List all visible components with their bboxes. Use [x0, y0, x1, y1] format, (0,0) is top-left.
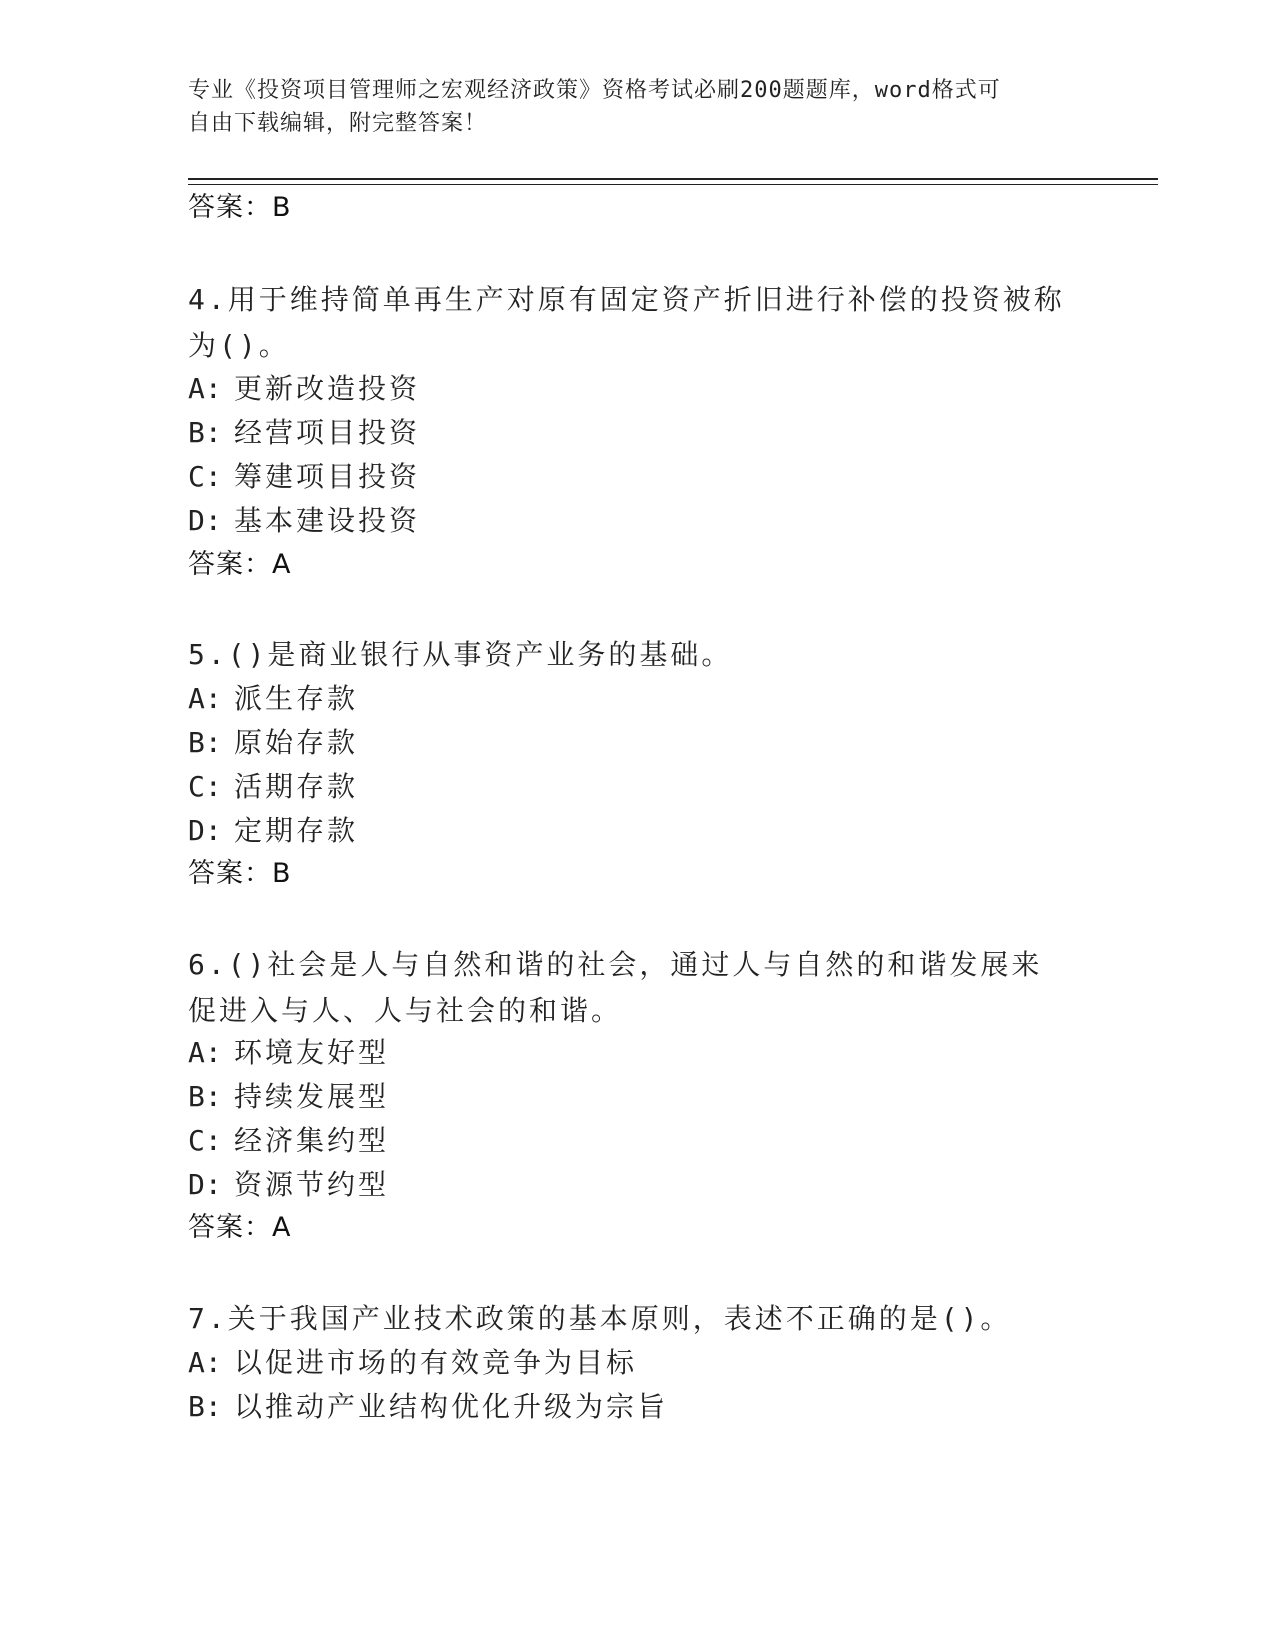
option-key: A: — [188, 1036, 222, 1069]
option-a — [188, 681, 358, 717]
option-c — [188, 769, 358, 805]
option-d — [188, 1167, 389, 1203]
option-key: A: — [188, 682, 222, 715]
option-text: 基本建设投资 — [234, 504, 421, 537]
option-text: 经济集约型 — [234, 1124, 390, 1157]
option-text: 以推动产业结构优化升级为宗旨 — [234, 1390, 669, 1423]
question-text: 7.关于我国产业技术政策的基本原则，表述不正确的是()。 — [188, 1302, 1012, 1335]
option-text: 以促进市场的有效竞争为目标 — [234, 1346, 638, 1379]
option-b — [188, 1389, 668, 1425]
option-text: 定期存款 — [234, 814, 359, 847]
option-key: B: — [188, 416, 222, 449]
option-text: 更新改造投资 — [234, 372, 421, 405]
answer: 答案：A — [188, 549, 292, 580]
option-text: 筹建项目投资 — [234, 460, 421, 493]
option-a — [188, 1035, 389, 1071]
option-key: B: — [188, 726, 222, 759]
option-d — [188, 813, 358, 849]
question-text: 4.用于维持简单再生产对原有固定资产折旧进行补偿的投资被称为()。 — [188, 283, 1065, 362]
option-key: C: — [188, 770, 222, 803]
option-text: 资源节约型 — [234, 1168, 390, 1201]
option-a — [188, 371, 420, 407]
option-key: A: — [188, 1346, 222, 1379]
question-text: 6.()社会是人与自然和谐的社会，通过人与自然的和谐发展来促进入与人、人与社会的和谐。 — [188, 948, 1043, 1027]
header-line-1: 专业《投资项目管理师之宏观经济政策》资格考试必刷200题题库，word格式可 — [188, 78, 1001, 103]
header-line-2: 自由下载编辑，附完整答案！ — [188, 111, 488, 136]
question-text: 5.()是商业银行从事资产业务的基础。 — [188, 638, 733, 671]
option-c — [188, 1123, 389, 1159]
option-key: B: — [188, 1390, 222, 1423]
option-a — [188, 1345, 637, 1381]
option-b — [188, 1079, 389, 1115]
option-key: D: — [188, 814, 222, 847]
option-text: 持续发展型 — [234, 1080, 390, 1113]
header-divider-thin — [188, 184, 1158, 185]
header-divider — [188, 178, 1158, 180]
option-b — [188, 415, 420, 451]
option-key: A: — [188, 372, 222, 405]
option-key: D: — [188, 504, 222, 537]
option-text: 经营项目投资 — [234, 416, 421, 449]
option-key: D: — [188, 1168, 222, 1201]
option-key: B: — [188, 1080, 222, 1113]
option-key: C: — [188, 460, 222, 493]
answer: 答案：A — [188, 1212, 292, 1243]
option-key: C: — [188, 1124, 222, 1157]
document-header — [188, 74, 1068, 140]
option-d — [188, 503, 420, 539]
option-text: 派生存款 — [234, 682, 359, 715]
option-text: 活期存款 — [234, 770, 359, 803]
option-c — [188, 459, 420, 495]
answer: 答案：B — [188, 858, 292, 889]
option-text: 原始存款 — [234, 726, 359, 759]
previous-answer: 答案：B — [188, 192, 292, 223]
option-text: 环境友好型 — [234, 1036, 390, 1069]
option-b — [188, 725, 358, 761]
